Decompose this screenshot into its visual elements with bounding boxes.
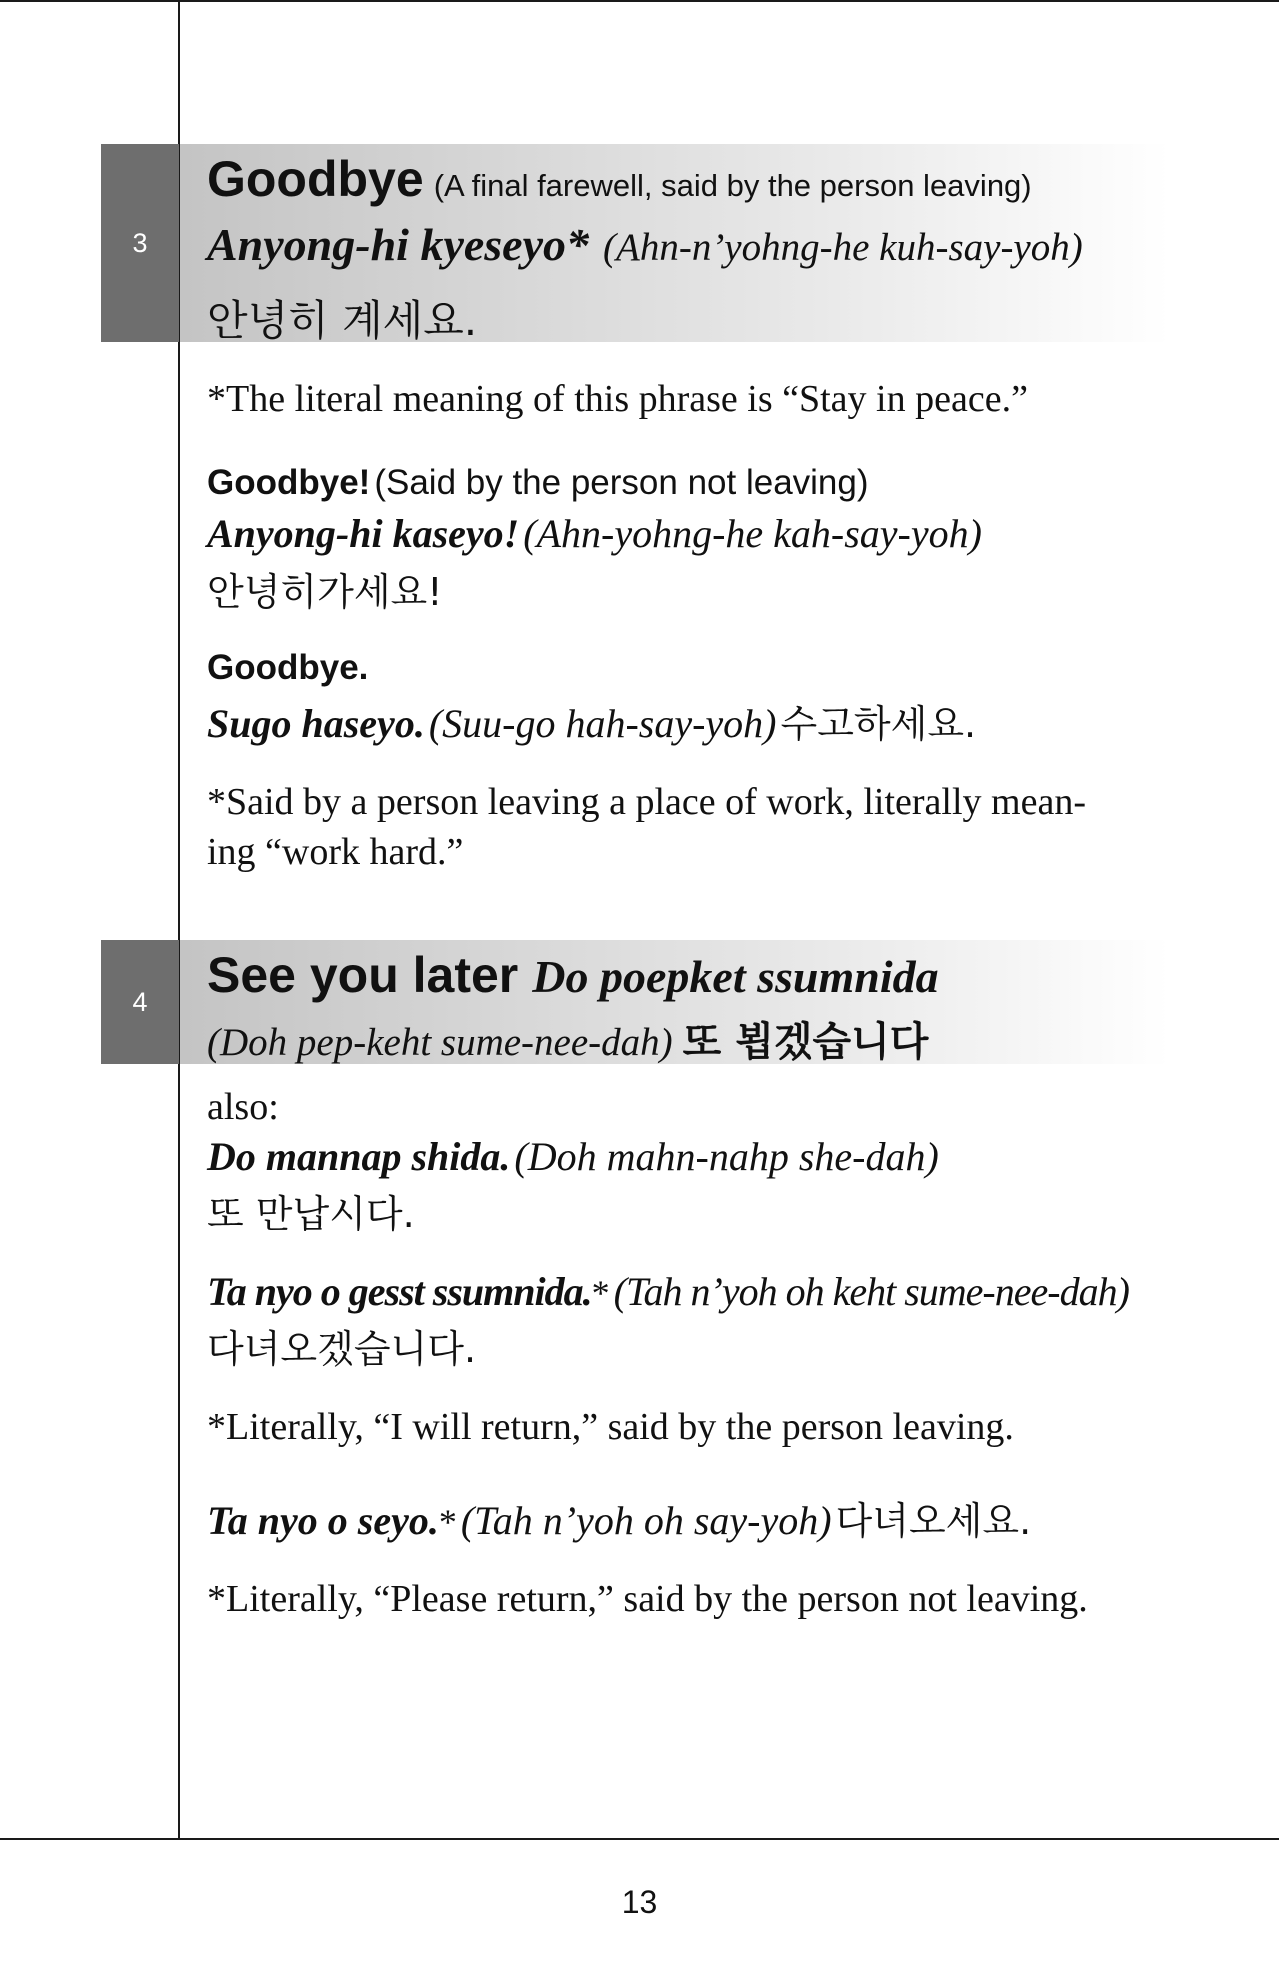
section3-entry3-title: Goodbye. (207, 648, 369, 687)
section3-pronunciation: (Ahn-n’yohng-he kuh-say-yoh) (603, 226, 1083, 269)
section3-footnote-work-line2: ing “work hard.” (207, 831, 464, 873)
section4-entry2-pronunciation: (Doh mahn-nahp she-dah) (514, 1134, 939, 1179)
section3-heading-line2 (207, 218, 1083, 271)
section3-entry2-title-line (207, 463, 869, 503)
section4-entry3-romanized: Ta nyo o gesst ssumnida. (207, 1269, 592, 1314)
section3-entry2-korean: 안녕히가세요! (207, 570, 443, 614)
section4-footnote-please: *Literally, “Please return,” said by the person not leaving. (207, 1578, 1088, 1620)
section3-heading-line1 (207, 150, 1032, 208)
section3-entry3-romanized: Sugo haseyo. (207, 701, 425, 746)
section3-entry3-line (207, 693, 976, 748)
section4-entry3-pronunciation: (Tah n’yoh oh keht sume-nee-dah) (613, 1269, 1129, 1314)
section3-footnote-work-line1: *Said by a person leaving a place of work, literally mean- (207, 781, 1086, 823)
section3-romanized: Anyong-hi kyeseyo* (207, 219, 590, 270)
section4-entry4-line (207, 1490, 1031, 1545)
section3-title-note: (A final farewell, said by the person leaving) (433, 168, 1032, 203)
section4-entry3-line (207, 1268, 1129, 1315)
section3-footnote-literal: *The literal meaning of this phrase is “Stay in peace.” (207, 378, 1028, 420)
section3-entry3-pronunciation: (Suu-go hah-say-yoh) (428, 701, 777, 746)
section-tab-4 (101, 940, 179, 1064)
section-number: 4 (132, 986, 148, 1017)
section4-heading-line1 (207, 946, 939, 1004)
section-number: 3 (132, 227, 148, 258)
section3-entry2-romanized: Anyong-hi kaseyo! (207, 511, 520, 556)
section4-entry3-asterisk: * (591, 1273, 610, 1313)
section3-entry2-note: (Said by the person not leaving) (374, 463, 869, 502)
section4-entry4-asterisk: * (438, 1502, 457, 1542)
section4-entry4-korean: 다녀오세요. (835, 1499, 1032, 1543)
section4-pronunciation: (Doh pep-keht sume-nee-dah) (207, 1021, 673, 1064)
section4-title: See you later (207, 947, 519, 1003)
section3-entry3-korean: 수고하세요. (780, 702, 977, 746)
section4-korean: 또 뵙겠습니다 (682, 1019, 929, 1065)
section3-entry2-pronunciation: (Ahn-yohng-he kah-say-yoh) (523, 511, 982, 556)
bottom-rule (0, 1838, 1279, 1840)
section4-entry2-line (207, 1133, 939, 1180)
section4-entry2-romanized: Do mannap shida. (207, 1134, 511, 1179)
section4-heading-line2 (207, 1010, 928, 1067)
section-tab-3 (101, 144, 179, 342)
page-number: 13 (621, 1884, 658, 1920)
section4-entry4-pronunciation: (Tah n’yoh oh say-yoh) (460, 1498, 832, 1543)
section3-entry2-title: Goodbye! (207, 463, 371, 502)
section4-also-label: also: (207, 1086, 279, 1128)
section4-entry3-korean: 다녀오겠습니다. (207, 1327, 477, 1371)
section4-romanized: Do poepket ssumnida (532, 951, 939, 1002)
section4-entry2-korean: 또 만납시다. (207, 1192, 415, 1236)
section4-entry4-romanized: Ta nyo o seyo. (207, 1498, 439, 1543)
section3-title: Goodbye (207, 151, 424, 207)
top-rule (0, 0, 1279, 2)
section3-korean: 안녕히 계세요. (207, 296, 478, 345)
section4-footnote-return: *Literally, “I will return,” said by the person leaving. (207, 1406, 1014, 1448)
section3-entry2-romanized-line (207, 510, 982, 557)
